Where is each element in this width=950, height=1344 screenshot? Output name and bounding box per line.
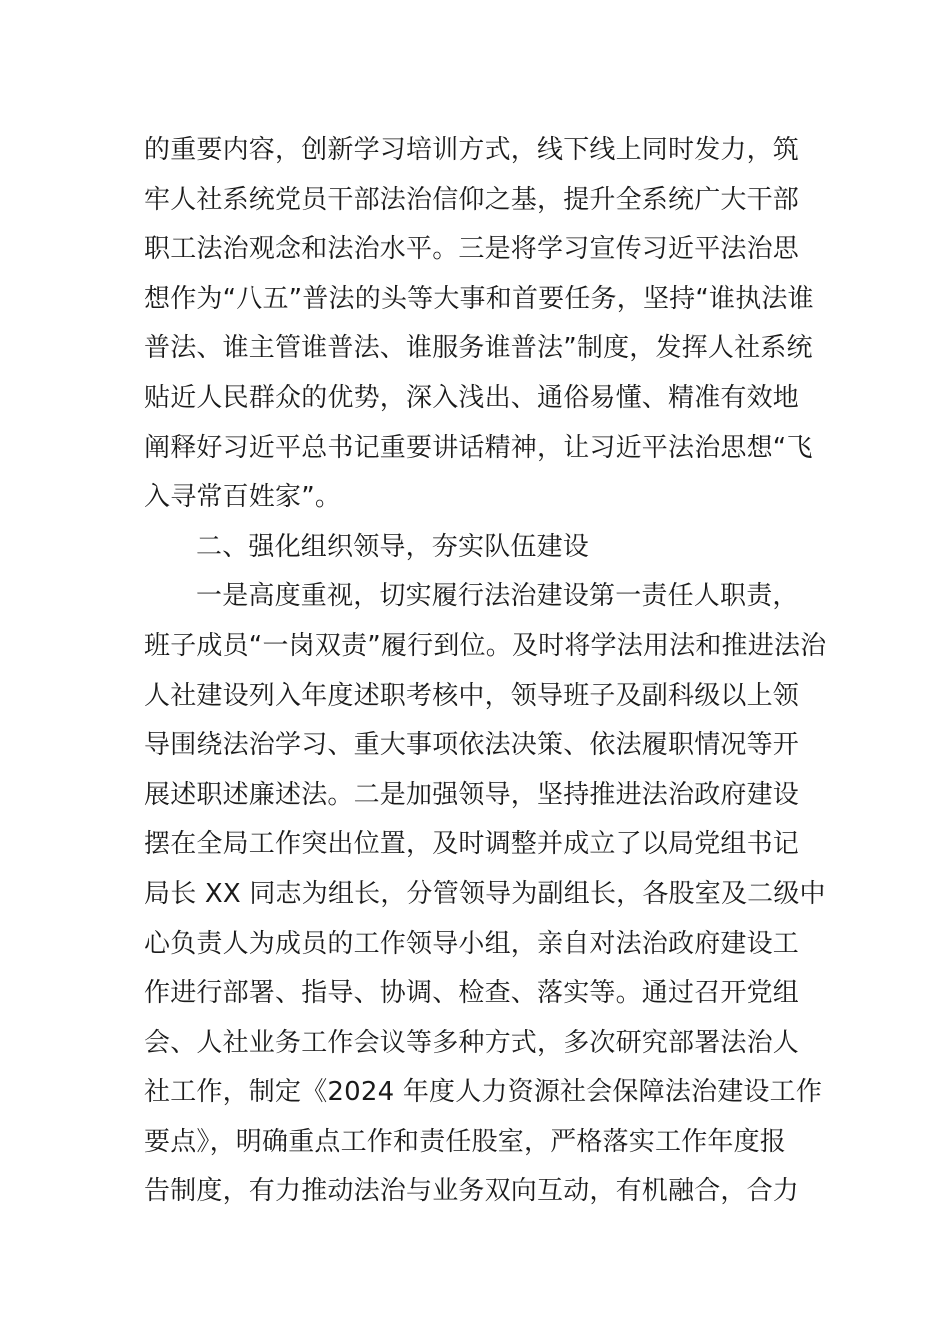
paragraph-line: 要点》，明确重点工作和责任股室，严格落实工作年度报	[144, 1126, 787, 1157]
paragraph-line: 想作为“八五”普法的头等大事和首要任务，坚持“谁执法谁	[144, 283, 814, 314]
section-heading: 二、强化组织领导，夯实队伍建设	[196, 531, 590, 562]
paragraph-line: 摆在全局工作突出位置，及时调整并成立了以局党组书记	[144, 829, 800, 860]
paragraph-line: 阐释好习近平总书记重要讲话精神，让习近平法治思想“飞	[144, 432, 813, 463]
paragraph-line: 一是高度重视，切实履行法治建设第一责任人职责，	[196, 581, 799, 612]
paragraph-line: 入寻常百姓家”。	[144, 482, 342, 513]
paragraph-line: 局长 XX 同志为组长，分管领导为副组长，各股室及二级中	[144, 878, 826, 909]
paragraph-line: 导围绕法治学习、重大事项依法决策、依法履职情况等开	[144, 730, 800, 761]
paragraph-line: 心负责人为成员的工作领导小组，亲自对法治政府建设工	[144, 928, 800, 959]
paragraph-line: 贴近人民群众的优势，深入浅出、通俗易懂、精准有效地	[144, 382, 800, 413]
paragraph-line: 作进行部署、指导、协调、检查、落实等。通过召开党组	[144, 978, 800, 1009]
body-text	[144, 126, 827, 1217]
paragraph-line: 告制度，有力推动法治与业务双向互动，有机融合，合力	[144, 1176, 800, 1207]
paragraph-line: 班子成员“一岗双责”履行到位。及时将学法用法和推进法治	[144, 630, 827, 661]
paragraph-line: 牢人社系统党员干部法治信仰之基，提升全系统广大干部	[144, 184, 800, 215]
paragraph-line: 普法、谁主管谁普法、谁服务谁普法”制度，发挥人社系统	[144, 333, 813, 364]
paragraph-line: 的重要内容，创新学习培训方式，线下线上同时发力，筑	[144, 135, 800, 165]
paragraph-line: 社工作，制定《2024 年度人力资源社会保障法治建设工作	[144, 1077, 823, 1108]
paragraph-line: 人社建设列入年度述职考核中，领导班子及副科级以上领	[144, 680, 800, 711]
paragraph-line: 展述职述廉述法。二是加强领导，坚持推进法治政府建设	[144, 779, 800, 810]
paragraph-line: 职工法治观念和法治水平。三是将学习宣传习近平法治思	[144, 234, 800, 265]
paragraph-line: 会、人社业务工作会议等多种方式，多次研究部署法治人	[144, 1027, 800, 1058]
